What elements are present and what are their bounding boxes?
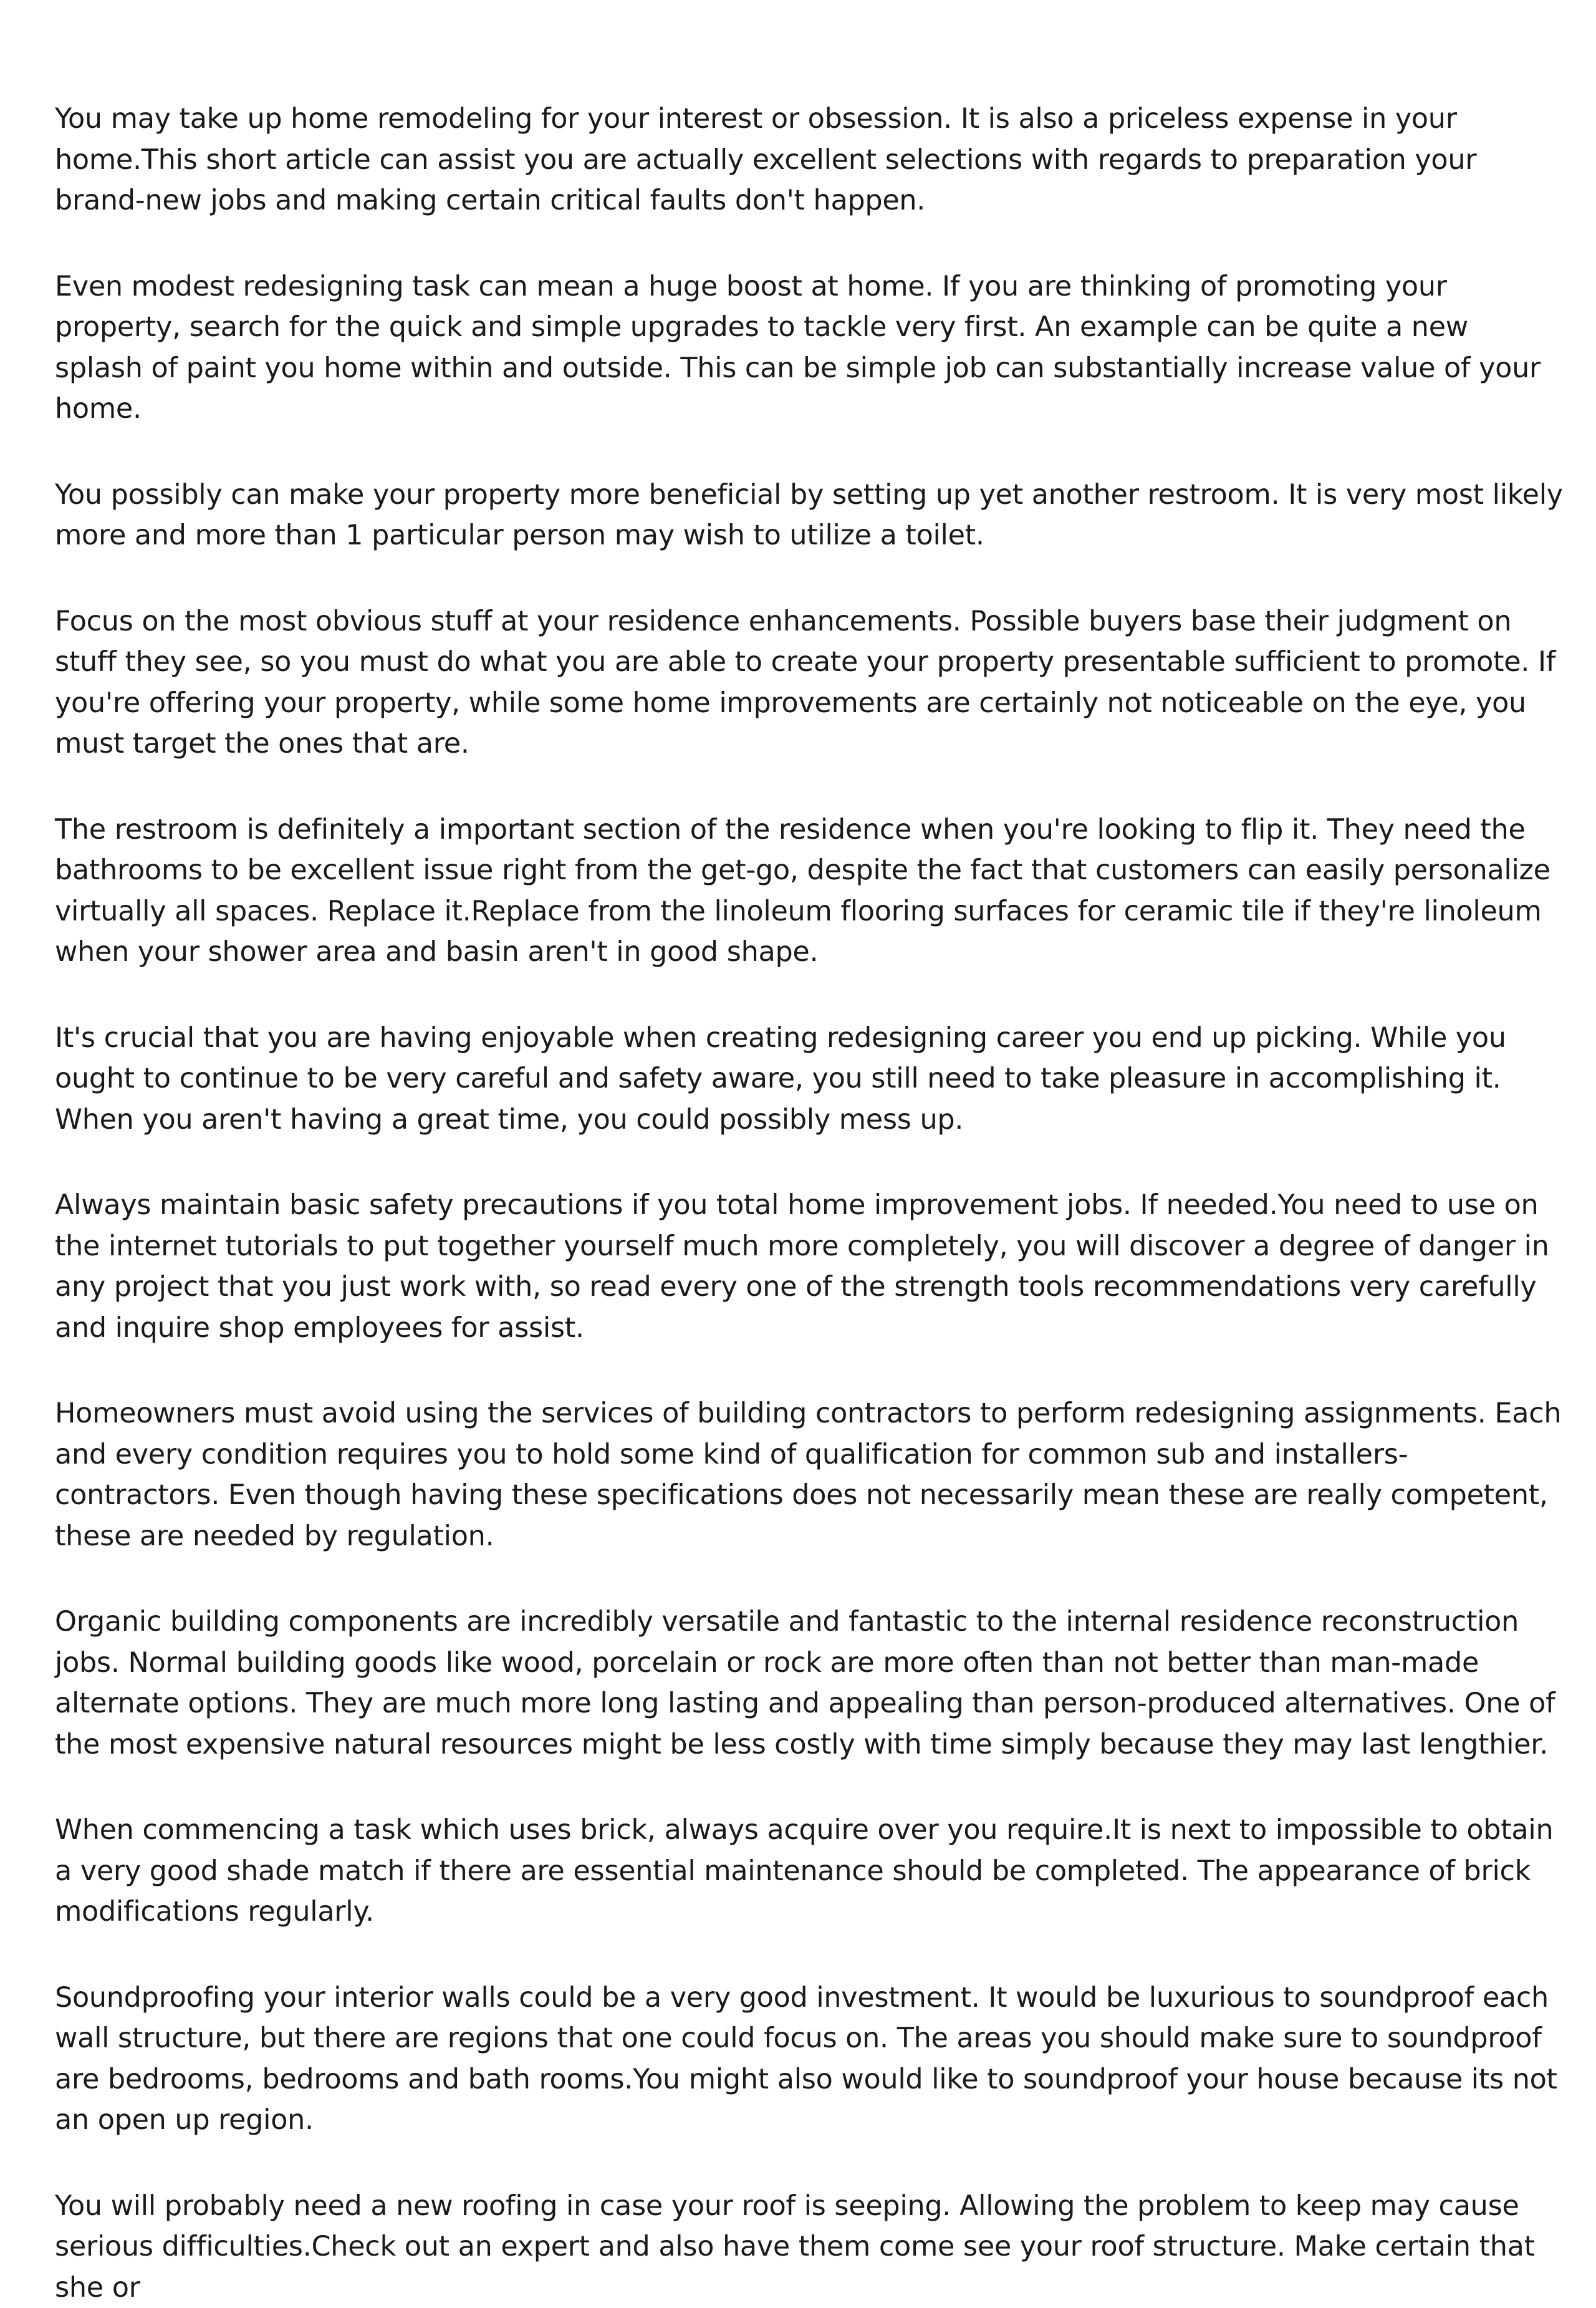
paragraph-8: Homeowners must avoid using the services of building contractors to perform redesigning assignments. Each and every condition requires you to hold some kind of qualification for common sub and installers-contractors. Even though having these specifications does not necessarily mean these are really competent, these are needed by regulation. bbox=[55, 1393, 1564, 1557]
document-body bbox=[55, 99, 1564, 2308]
paragraph-7: Always maintain basic safety precautions if you total home improvement jobs. If needed.You need to use on the internet tutorials to put together yourself much more completely, you will discover a degree of danger in any project that you just work with, so read every one of the strength tools recommendations very carefully and inquire shop employees for assist. bbox=[55, 1185, 1564, 1348]
paragraph-3: You possibly can make your property more beneficial by setting up yet another restroom. It is very most likely more and more than 1 particular person may wish to utilize a toilet. bbox=[55, 475, 1564, 556]
paragraph-4: Focus on the most obvious stuff at your residence enhancements. Possible buyers base their judgment on stuff they see, so you must do what you are able to create your property presentable sufficient to promote. If you're offering your property, while some home improvements are certainly not noticeable on the eye, you must target the ones that are. bbox=[55, 601, 1564, 765]
paragraph-1: You may take up home remodeling for your interest or obsession. It is also a priceless expense in your home.This short article can assist you are actually excellent selections with regards to preparation your brand-new jobs and making certain critical faults don't happen. bbox=[55, 99, 1564, 221]
paragraph-9: Organic building components are incredibly versatile and fantastic to the internal residence reconstruction jobs. Normal building goods like wood, porcelain or rock are more often than not better than man-made alternate options. They are much more long lasting and appealing than person-produced alternatives. One of the most expensive natural resources might be less costly with time simply because they may last lengthier. bbox=[55, 1601, 1564, 1765]
paragraph-12: You will probably need a new roofing in case your roof is seeping. Allowing the problem to keep may cause serious difficulties.Check out an expert and also have them come see your roof structure. Make certain that she or bbox=[55, 2186, 1564, 2308]
paragraph-11: Soundproofing your interior walls could be a very good investment. It would be luxurious to soundproof each wall structure, but there are regions that one could focus on. The areas you should make sure to soundproof are bedrooms, bedrooms and bath rooms.You might also would like to soundproof your house because its not an open up region. bbox=[55, 1977, 1564, 2141]
paragraph-5: The restroom is definitely a important section of the residence when you're looking to flip it. They need the bathrooms to be excellent issue right from the get-go, despite the fact that customers can easily personalize virtually all spaces. Replace it.Replace from the linoleum flooring surfaces for ceramic tile if they're linoleum when your shower area and basin aren't in good shape. bbox=[55, 809, 1564, 973]
paragraph-2: Even modest redesigning task can mean a huge boost at home. If you are thinking of promoting your property, search for the quick and simple upgrades to tackle very first. An example can be quite a new splash of paint you home within and outside. This can be simple job can substantially increase value of your home. bbox=[55, 266, 1564, 430]
paragraph-10: When commencing a task which uses brick, always acquire over you require.It is next to impossible to obtain a very good shade match if there are essential maintenance should be completed. The appearance of brick modifications regularly. bbox=[55, 1810, 1564, 1933]
paragraph-6: It's crucial that you are having enjoyable when creating redesigning career you end up picking. While you ought to continue to be very careful and safety aware, you still need to take pleasure in accomplishing it. When you aren't having a great time, you could possibly mess up. bbox=[55, 1018, 1564, 1141]
